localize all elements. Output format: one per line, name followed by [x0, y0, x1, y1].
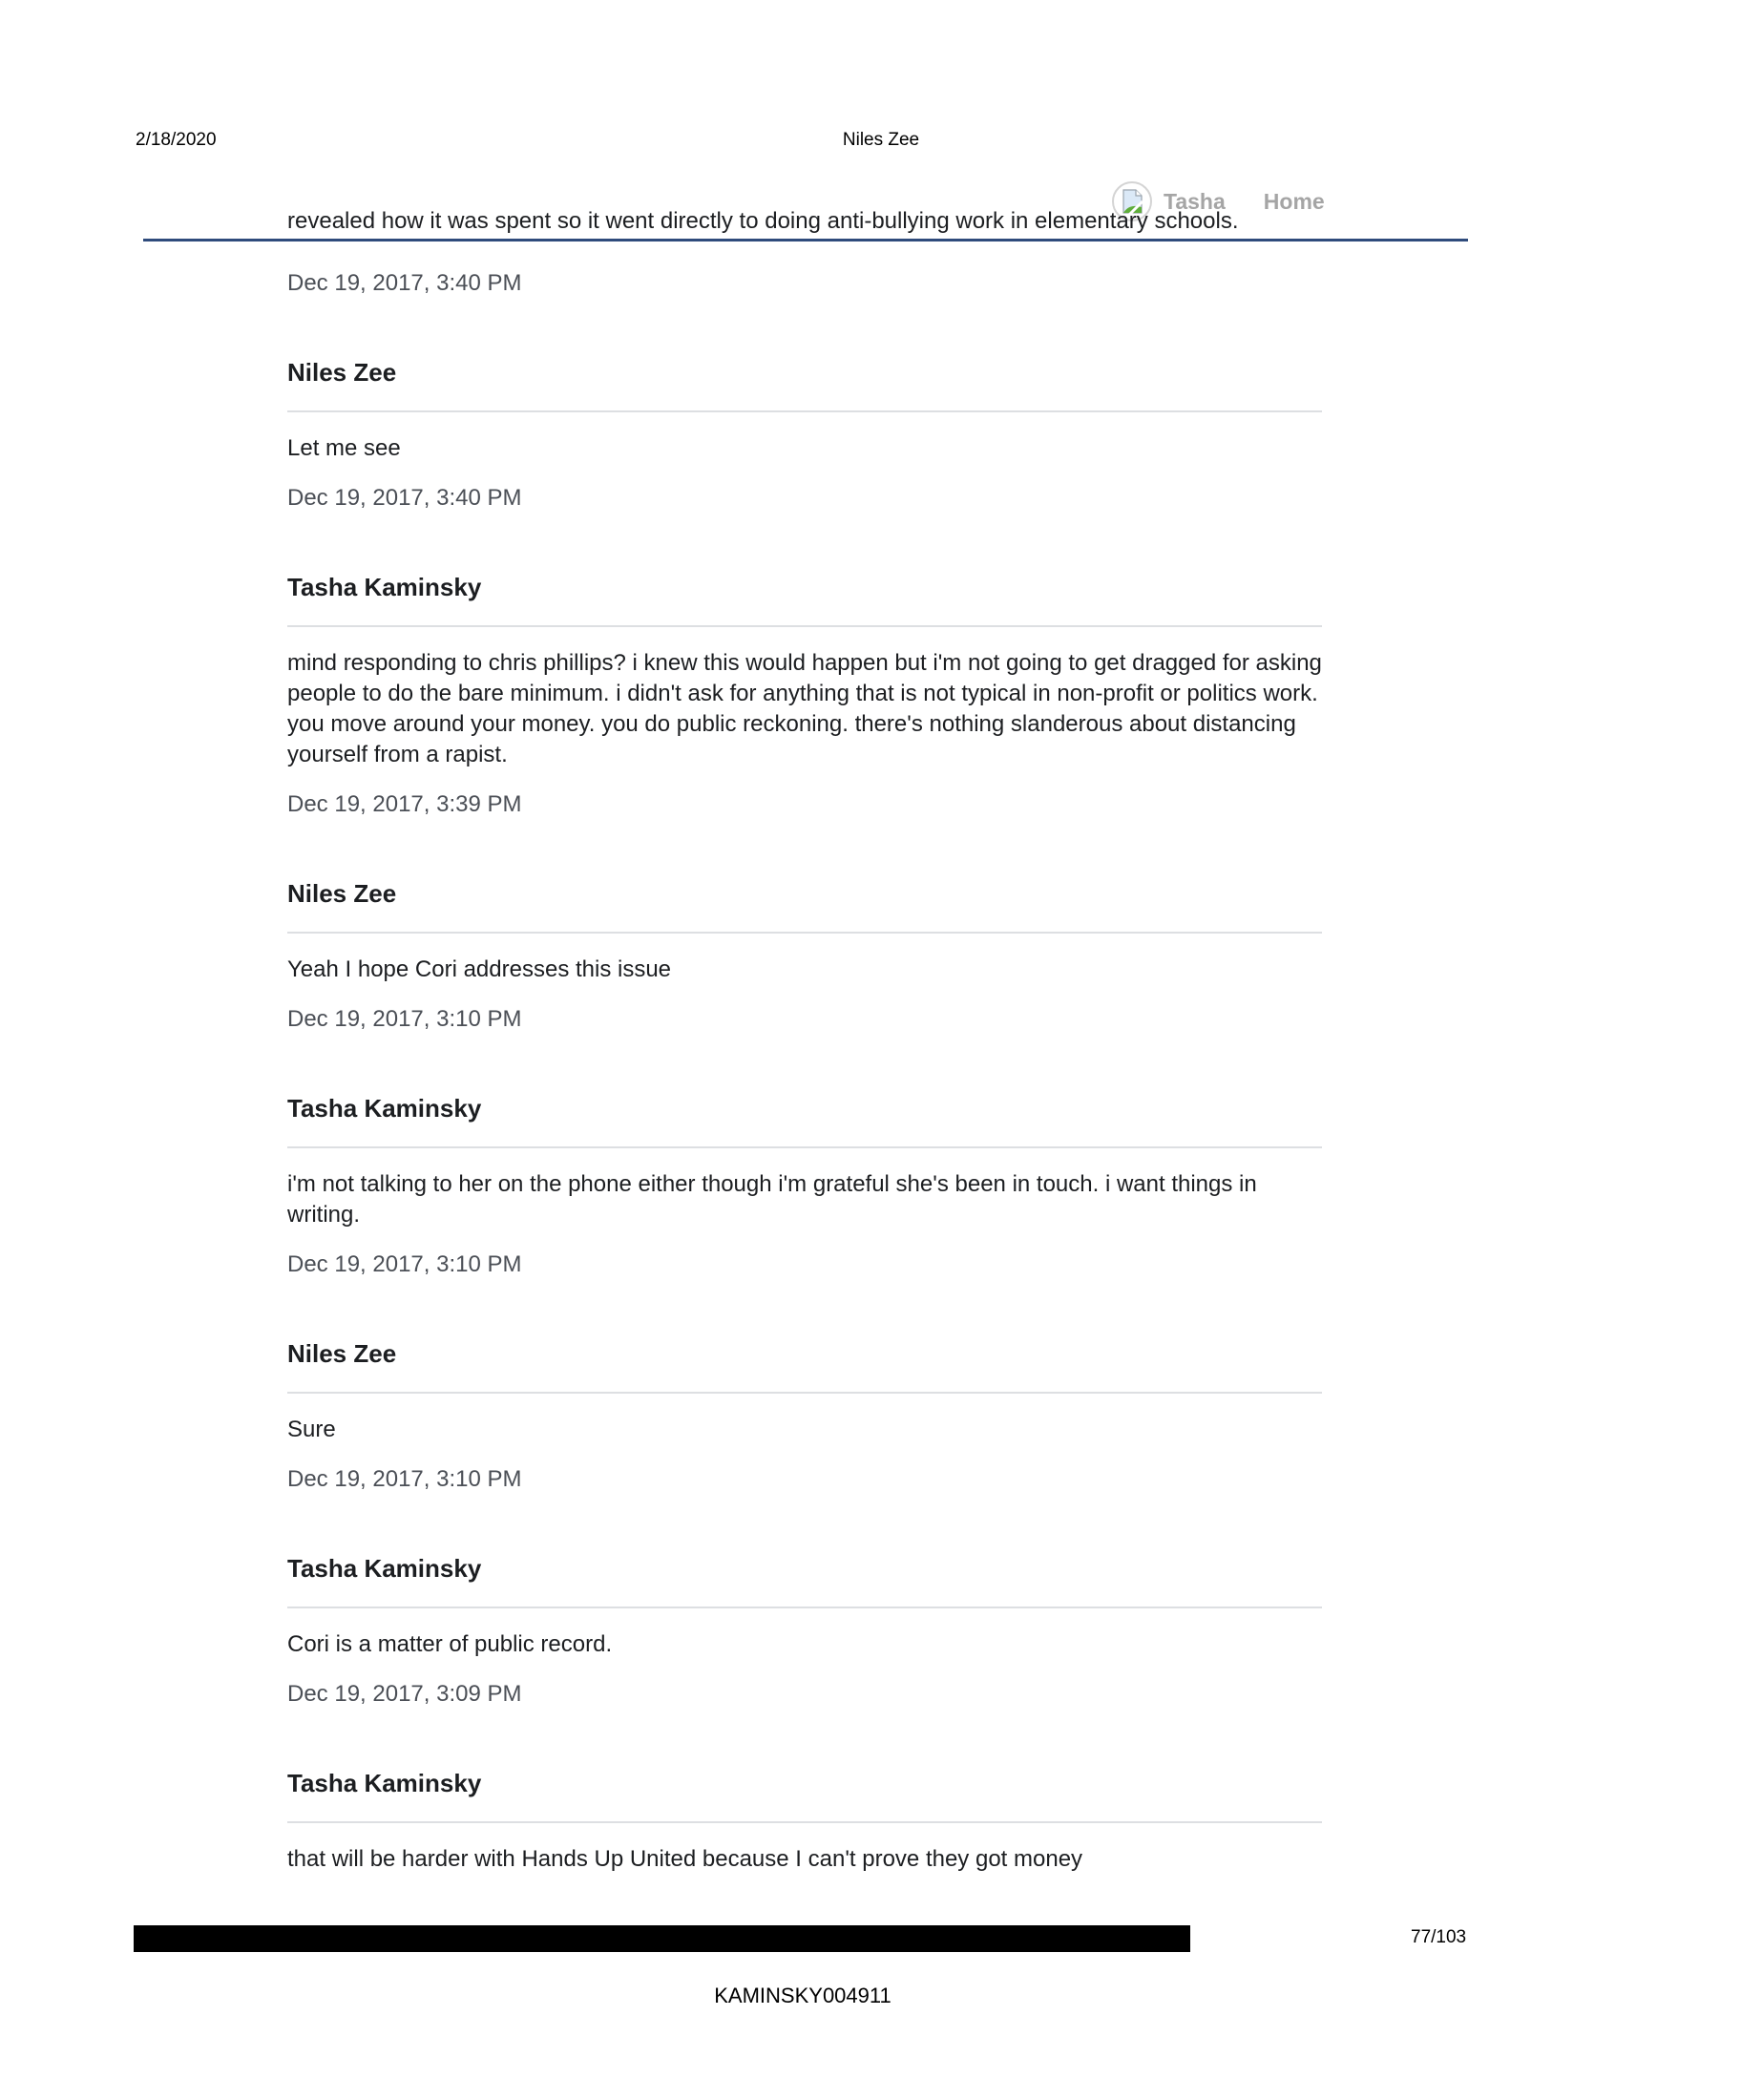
message-timestamp: Dec 19, 2017, 3:40 PM	[287, 485, 522, 511]
header-rule	[143, 239, 1468, 242]
separator	[287, 625, 1322, 627]
separator	[287, 1821, 1322, 1823]
message-text: mind responding to chris phillips? i knew this would happen but i'm not going to get dragged for asking people to do the bare minimum. i didn't ask for anything that is not typical in non-profit or politics work. you move around your money. you do public reckoning. there's nothing slanderous about distancing yourself from a rapist.	[287, 650, 1322, 767]
message-text: Cori is a matter of public record.	[287, 1631, 613, 1657]
profile-link[interactable]: Tasha	[1164, 188, 1226, 214]
message-text: Yeah I hope Cori addresses this issue	[287, 956, 672, 982]
message-timestamp: Dec 19, 2017, 3:10 PM	[287, 1466, 522, 1492]
message-author: Niles Zee	[287, 358, 397, 387]
message-author: Tasha Kaminsky	[287, 1554, 482, 1583]
redaction-bar	[134, 1925, 1190, 1952]
message-text: that will be harder with Hands Up United because I can't prove they got money	[287, 1846, 1083, 1872]
message-text: i'm not talking to her on the phone either though i'm grateful she's been in touch. i want things in writing.	[287, 1171, 1257, 1228]
message-author: Niles Zee	[287, 879, 397, 908]
bates-number: KAMINSKY004911	[714, 1984, 891, 2007]
separator	[287, 932, 1322, 934]
message-timestamp: Dec 19, 2017, 3:10 PM	[287, 1006, 522, 1032]
message-timestamp: Dec 19, 2017, 3:40 PM	[287, 270, 522, 296]
cutoff-text: revealed how it was spent so it went directly to doing anti-bullying work in elementary schools.	[287, 208, 1239, 234]
message-author: Tasha Kaminsky	[287, 1769, 482, 1797]
separator	[287, 1606, 1322, 1608]
message-author: Tasha Kaminsky	[287, 573, 482, 601]
separator	[287, 410, 1322, 412]
message-timestamp: Dec 19, 2017, 3:39 PM	[287, 791, 522, 817]
separator	[287, 1146, 1322, 1148]
separator	[287, 1392, 1322, 1394]
print-title: Niles Zee	[842, 130, 920, 150]
message-author: Niles Zee	[287, 1339, 397, 1368]
message-timestamp: Dec 19, 2017, 3:09 PM	[287, 1681, 522, 1707]
message-author: Tasha Kaminsky	[287, 1094, 482, 1123]
page-number: 77/103	[1411, 1927, 1467, 1947]
print-date: 2/18/2020	[136, 130, 217, 150]
home-link[interactable]: Home	[1263, 188, 1325, 214]
message-text: Let me see	[287, 435, 401, 461]
message-text: Sure	[287, 1417, 336, 1442]
message-timestamp: Dec 19, 2017, 3:10 PM	[287, 1251, 522, 1277]
cutoff-message-text	[287, 208, 1337, 239]
